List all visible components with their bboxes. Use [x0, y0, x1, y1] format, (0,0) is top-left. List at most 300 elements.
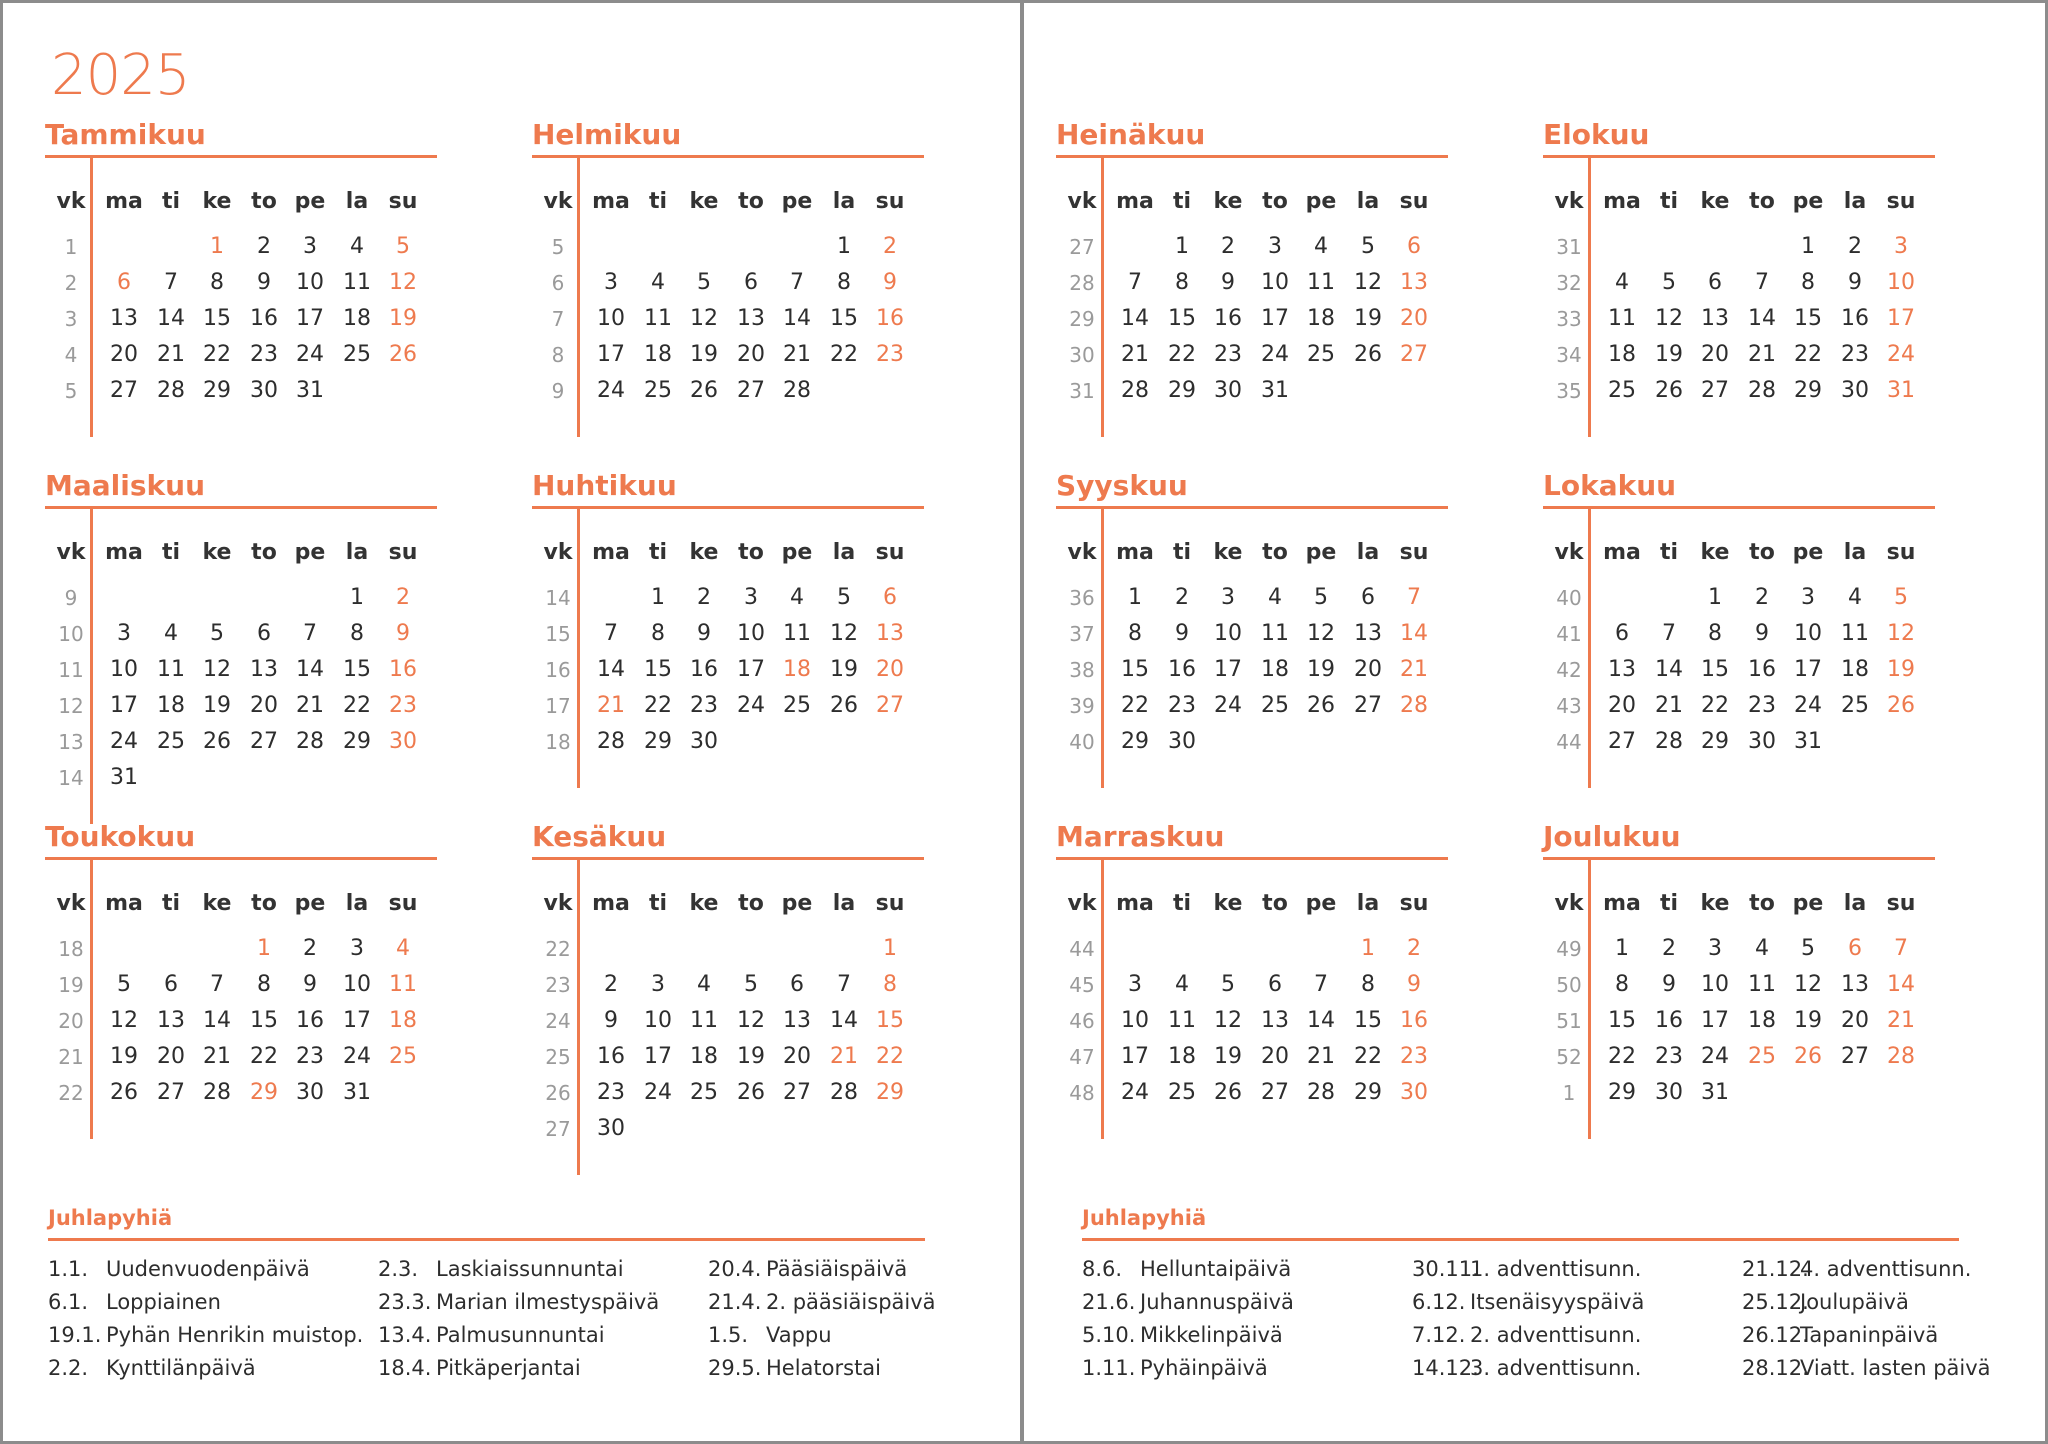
weekday-header: ke: [1213, 891, 1243, 916]
day-cell: 16: [1214, 306, 1242, 331]
day-cell-holiday: 19: [1887, 657, 1915, 682]
day-cell: 22: [1608, 1044, 1636, 1069]
day-cell: 24: [296, 342, 324, 367]
day-cell: 5: [697, 270, 711, 295]
weekday-header: to: [1262, 189, 1288, 214]
week-number: 2: [64, 271, 78, 295]
week-number: 28: [1069, 271, 1095, 295]
day-cell: 22: [1354, 1044, 1382, 1069]
month-name: Helmikuu: [532, 118, 682, 151]
holiday-date: 18.4.: [378, 1356, 432, 1380]
day-cell: 7: [210, 972, 224, 997]
month-name: Tammikuu: [45, 118, 206, 151]
day-cell: 26: [1307, 693, 1335, 718]
weekday-header: vk: [56, 189, 86, 214]
weekday-header: ke: [689, 189, 719, 214]
holiday-name: Pyhän Henrikin muistop.: [106, 1323, 364, 1347]
week-number: 12: [58, 694, 84, 718]
day-cell: 5: [1221, 972, 1235, 997]
month-underline: [1543, 506, 1935, 509]
day-cell: 21: [1121, 342, 1149, 367]
day-cell: 2: [1221, 234, 1235, 259]
day-cell: 17: [1214, 657, 1242, 682]
day-cell: 8: [210, 270, 224, 295]
day-cell: 23: [1214, 342, 1242, 367]
day-cell: 8: [1708, 621, 1722, 646]
day-cell: 13: [1354, 621, 1382, 646]
day-cell: 21: [296, 693, 324, 718]
day-cell: 13: [157, 1008, 185, 1033]
week-number: 37: [1069, 622, 1095, 646]
day-cell: 18: [1168, 1044, 1196, 1069]
day-cell: 12: [1307, 621, 1335, 646]
day-cell: 30: [1168, 729, 1196, 754]
weekday-header: la: [1843, 540, 1867, 565]
day-cell: 9: [697, 621, 711, 646]
day-cell-holiday: 1: [883, 936, 897, 961]
week-number: 39: [1069, 694, 1095, 718]
holiday-name: Pitkäperjantai: [436, 1356, 581, 1380]
week-number: 14: [58, 766, 84, 790]
day-cell: 20: [250, 693, 278, 718]
day-cell-holiday: 1: [1361, 936, 1375, 961]
holiday-name: Viatt. lasten päivä: [1800, 1356, 1991, 1380]
holiday-date: 26.12.: [1742, 1323, 1809, 1347]
holiday-name: Helluntaipäivä: [1140, 1257, 1292, 1281]
day-cell: 13: [110, 306, 138, 331]
month-name: Maaliskuu: [45, 469, 206, 502]
day-cell-holiday: 1: [210, 234, 224, 259]
holiday-name: 4. adventtisunn.: [1800, 1257, 1972, 1281]
day-cell: 26: [1214, 1080, 1242, 1105]
day-cell-holiday: 11: [389, 972, 417, 997]
day-cell-holiday: 10: [1887, 270, 1915, 295]
day-cell: 19: [1307, 657, 1335, 682]
day-cell: 11: [690, 1008, 718, 1033]
day-cell-holiday: 14: [1887, 972, 1915, 997]
day-cell: 28: [296, 729, 324, 754]
holiday-date: 21.4.: [708, 1290, 762, 1314]
day-cell: 25: [1261, 693, 1289, 718]
weekday-header: pe: [1792, 189, 1824, 214]
day-cell-holiday: 29: [876, 1080, 904, 1105]
day-cell: 21: [1655, 693, 1683, 718]
weekday-header: pe: [781, 891, 813, 916]
weekday-header: ti: [1659, 540, 1679, 565]
day-cell: 30: [1655, 1080, 1683, 1105]
holiday-name: Laskiaissunnuntai: [436, 1257, 624, 1281]
day-cell: 17: [737, 657, 765, 682]
day-cell: 8: [837, 270, 851, 295]
day-cell: 20: [1701, 342, 1729, 367]
weekday-header: to: [251, 189, 277, 214]
day-cell: 14: [296, 657, 324, 682]
week-number: 14: [545, 586, 571, 610]
day-cell: 8: [1801, 270, 1815, 295]
week-number: 5: [551, 235, 565, 259]
weekday-header: pe: [781, 540, 813, 565]
day-cell: 5: [744, 972, 758, 997]
day-cell: 25: [783, 693, 811, 718]
month-underline: [45, 857, 437, 860]
day-cell: 25: [1307, 342, 1335, 367]
day-cell: 11: [783, 621, 811, 646]
day-cell: 2: [1755, 585, 1769, 610]
weekday-header: su: [1886, 189, 1916, 214]
day-cell: 25: [1168, 1080, 1196, 1105]
weekday-header: ke: [1700, 891, 1730, 916]
day-cell: 8: [1615, 972, 1629, 997]
weekday-header: ma: [592, 540, 630, 565]
day-cell-holiday: 20: [876, 657, 904, 682]
day-cell-holiday: 18: [783, 657, 811, 682]
weekday-header: to: [738, 189, 764, 214]
day-cell: 11: [343, 270, 371, 295]
day-cell: 17: [1701, 1008, 1729, 1033]
day-cell: 11: [1307, 270, 1335, 295]
day-cell: 25: [157, 729, 185, 754]
weekday-header: su: [1399, 891, 1429, 916]
week-number: 31: [1556, 235, 1582, 259]
week-number: 27: [545, 1117, 571, 1141]
holiday-date: 1.1.: [48, 1257, 89, 1281]
day-cell: 16: [1841, 306, 1869, 331]
day-cell-holiday: 2: [396, 585, 410, 610]
day-cell: 13: [1608, 657, 1636, 682]
weekday-header: ke: [1213, 189, 1243, 214]
day-cell: 12: [690, 306, 718, 331]
day-cell: 17: [644, 1044, 672, 1069]
day-cell-holiday: 23: [389, 693, 417, 718]
weekday-header: vk: [543, 189, 573, 214]
day-cell: 29: [1608, 1080, 1636, 1105]
day-cell-holiday: 28: [1400, 693, 1428, 718]
day-cell: 23: [597, 1080, 625, 1105]
day-cell: 10: [644, 1008, 672, 1033]
day-cell: 6: [1615, 621, 1629, 646]
month-name: Elokuu: [1543, 118, 1650, 151]
weekday-header: pe: [294, 540, 326, 565]
day-cell-holiday: 26: [1794, 1044, 1822, 1069]
day-cell: 19: [830, 657, 858, 682]
holiday-name: Marian ilmestyspäivä: [436, 1290, 660, 1314]
week-number: 9: [551, 379, 565, 403]
holiday-date: 14.12.: [1412, 1356, 1479, 1380]
week-number: 52: [1556, 1045, 1582, 1069]
day-cell: 22: [203, 342, 231, 367]
day-cell-holiday: 2: [883, 234, 897, 259]
day-cell: 16: [690, 657, 718, 682]
day-cell: 24: [343, 1044, 371, 1069]
weekday-header: ma: [592, 189, 630, 214]
week-number: 20: [58, 1009, 84, 1033]
holiday-date: 28.12.: [1742, 1356, 1809, 1380]
day-cell: 22: [1794, 342, 1822, 367]
week-number: 8: [551, 343, 565, 367]
weekday-header: ke: [689, 891, 719, 916]
day-cell: 3: [744, 585, 758, 610]
weekday-header: su: [875, 891, 905, 916]
day-cell: 5: [117, 972, 131, 997]
day-cell-holiday: 17: [1887, 306, 1915, 331]
day-cell: 21: [157, 342, 185, 367]
day-cell: 14: [157, 306, 185, 331]
day-cell: 13: [1701, 306, 1729, 331]
day-cell-holiday: 9: [1407, 972, 1421, 997]
day-cell: 12: [1794, 972, 1822, 997]
day-cell: 26: [110, 1080, 138, 1105]
day-cell: 4: [1314, 234, 1328, 259]
day-cell: 10: [110, 657, 138, 682]
weekday-header: to: [738, 540, 764, 565]
holiday-date: 20.4.: [708, 1257, 762, 1281]
day-cell-holiday: 6: [1848, 936, 1862, 961]
day-cell: 26: [830, 693, 858, 718]
day-cell-holiday: 9: [883, 270, 897, 295]
day-cell: 31: [1261, 378, 1289, 403]
day-cell: 29: [644, 729, 672, 754]
holidays-underline: [1082, 1238, 1959, 1241]
weekday-header: su: [875, 540, 905, 565]
day-cell: 30: [296, 1080, 324, 1105]
week-number: 1: [1562, 1081, 1576, 1105]
day-cell: 26: [203, 729, 231, 754]
day-cell: 7: [837, 972, 851, 997]
week-number: 51: [1556, 1009, 1582, 1033]
week-number: 49: [1556, 937, 1582, 961]
day-cell: 22: [1121, 693, 1149, 718]
week-number: 36: [1069, 586, 1095, 610]
day-cell: 1: [1128, 585, 1142, 610]
week-number: 35: [1556, 379, 1582, 403]
day-cell: 18: [1608, 342, 1636, 367]
weekday-header: la: [1843, 891, 1867, 916]
day-cell: 1: [837, 234, 851, 259]
day-cell-holiday: 5: [1894, 585, 1908, 610]
weekday-header: ti: [1659, 189, 1679, 214]
week-number: 9: [64, 586, 78, 610]
day-cell: 20: [1841, 1008, 1869, 1033]
day-cell: 24: [1214, 693, 1242, 718]
day-cell: 15: [343, 657, 371, 682]
day-cell: 2: [257, 234, 271, 259]
day-cell-holiday: 23: [1400, 1044, 1428, 1069]
day-cell: 6: [257, 621, 271, 646]
day-cell: 10: [1701, 972, 1729, 997]
week-number: 3: [64, 307, 78, 331]
holidays-underline: [48, 1238, 925, 1241]
week-number: 18: [58, 937, 84, 961]
day-cell: 20: [1608, 693, 1636, 718]
weekday-header: ke: [1700, 540, 1730, 565]
weekday-header: ke: [202, 891, 232, 916]
day-cell: 24: [1121, 1080, 1149, 1105]
weekday-header: ti: [161, 540, 181, 565]
day-cell: 27: [1261, 1080, 1289, 1105]
day-cell: 20: [1261, 1044, 1289, 1069]
month-underline: [532, 155, 924, 158]
day-cell-holiday: 19: [389, 306, 417, 331]
weekday-header: pe: [1305, 540, 1337, 565]
day-cell: 2: [303, 936, 317, 961]
day-cell: 8: [1128, 621, 1142, 646]
holiday-name: Uudenvuodenpäivä: [106, 1257, 310, 1281]
holidays-title: Juhlapyhiä: [1082, 1206, 1207, 1230]
day-cell: 5: [1662, 270, 1676, 295]
weekday-header: ti: [161, 891, 181, 916]
day-cell: 2: [1848, 234, 1862, 259]
weekday-header: ke: [689, 540, 719, 565]
day-cell: 24: [737, 693, 765, 718]
day-cell-holiday: 18: [389, 1008, 417, 1033]
day-cell: 1: [1801, 234, 1815, 259]
weekday-header: su: [388, 891, 418, 916]
holiday-date: 19.1.: [48, 1323, 102, 1347]
day-cell: 17: [1794, 657, 1822, 682]
day-cell: 17: [1261, 306, 1289, 331]
day-cell: 3: [1708, 936, 1722, 961]
week-number: 19: [58, 973, 84, 997]
day-cell-holiday: 16: [876, 306, 904, 331]
holiday-name: Tapaninpäivä: [1800, 1323, 1939, 1347]
day-cell: 18: [343, 306, 371, 331]
weekday-header: la: [832, 189, 856, 214]
day-cell: 1: [1615, 936, 1629, 961]
day-cell: 15: [1168, 306, 1196, 331]
holiday-date: 6.12.: [1412, 1290, 1466, 1314]
month-name: Marraskuu: [1056, 820, 1225, 853]
day-cell: 22: [343, 693, 371, 718]
day-cell: 15: [1794, 306, 1822, 331]
day-cell: 18: [1307, 306, 1335, 331]
week-number: 24: [545, 1009, 571, 1033]
day-cell: 2: [1662, 936, 1676, 961]
day-cell: 7: [303, 621, 317, 646]
day-cell: 23: [1168, 693, 1196, 718]
day-cell: 11: [1608, 306, 1636, 331]
day-cell: 23: [690, 693, 718, 718]
day-cell: 28: [203, 1080, 231, 1105]
holiday-name: Palmusunnuntai: [436, 1323, 605, 1347]
day-cell-holiday: 8: [883, 972, 897, 997]
weekday-header: ti: [1172, 540, 1192, 565]
day-cell: 6: [164, 972, 178, 997]
left-page: [0, 0, 1022, 1444]
day-cell: 26: [1354, 342, 1382, 367]
weekday-header: ma: [105, 189, 143, 214]
day-cell: 15: [1354, 1008, 1382, 1033]
day-cell-holiday: 30: [389, 729, 417, 754]
day-cell: 19: [690, 342, 718, 367]
day-cell-holiday: 6: [883, 585, 897, 610]
day-cell: 19: [737, 1044, 765, 1069]
weekday-header: la: [1356, 189, 1380, 214]
weekday-header: su: [388, 540, 418, 565]
weekday-header: su: [1886, 540, 1916, 565]
month-underline: [532, 857, 924, 860]
holiday-name: Helatorstai: [766, 1356, 882, 1380]
day-cell: 30: [690, 729, 718, 754]
day-cell: 5: [837, 585, 851, 610]
day-cell: 4: [1615, 270, 1629, 295]
month-underline: [1056, 857, 1448, 860]
day-cell: 31: [1701, 1080, 1729, 1105]
weekday-header: to: [1749, 891, 1775, 916]
weekday-header: ma: [1116, 540, 1154, 565]
day-cell: 10: [597, 306, 625, 331]
weekday-header: ma: [105, 540, 143, 565]
weekday-header: la: [1843, 189, 1867, 214]
week-number: 29: [1069, 307, 1095, 331]
day-cell-holiday: 23: [876, 342, 904, 367]
day-cell: 4: [1268, 585, 1282, 610]
day-cell: 18: [157, 693, 185, 718]
day-cell: 11: [1168, 1008, 1196, 1033]
day-cell: 8: [350, 621, 364, 646]
week-number: 18: [545, 730, 571, 754]
day-cell: 26: [1655, 378, 1683, 403]
day-cell: 17: [110, 693, 138, 718]
month-underline: [1056, 155, 1448, 158]
day-cell: 20: [110, 342, 138, 367]
day-cell: 14: [1307, 1008, 1335, 1033]
weekday-header: la: [1356, 540, 1380, 565]
week-number: 1: [64, 235, 78, 259]
week-number: 22: [545, 937, 571, 961]
weekday-header: to: [251, 540, 277, 565]
day-cell: 27: [250, 729, 278, 754]
week-number: 26: [545, 1081, 571, 1105]
day-cell: 30: [597, 1116, 625, 1141]
day-cell: 24: [110, 729, 138, 754]
day-cell: 14: [597, 657, 625, 682]
day-cell: 9: [604, 1008, 618, 1033]
day-cell: 24: [1261, 342, 1289, 367]
day-cell: 4: [1175, 972, 1189, 997]
month-underline: [45, 155, 437, 158]
weekday-header: pe: [1792, 540, 1824, 565]
day-cell: 19: [1214, 1044, 1242, 1069]
day-cell: 12: [110, 1008, 138, 1033]
day-cell: 16: [1655, 1008, 1683, 1033]
holiday-date: 30.11.: [1412, 1257, 1479, 1281]
day-cell: 24: [1701, 1044, 1729, 1069]
week-number: 45: [1069, 973, 1095, 997]
day-cell-holiday: 21: [1887, 1008, 1915, 1033]
day-cell-holiday: 16: [389, 657, 417, 682]
day-cell: 5: [210, 621, 224, 646]
day-cell: 30: [1214, 378, 1242, 403]
day-cell: 15: [250, 1008, 278, 1033]
holiday-name: Pyhäinpäivä: [1140, 1356, 1268, 1380]
day-cell: 18: [1841, 657, 1869, 682]
day-cell: 22: [1701, 693, 1729, 718]
weekday-header: la: [832, 891, 856, 916]
weekday-header: vk: [1554, 189, 1584, 214]
day-cell-holiday: 5: [396, 234, 410, 259]
day-cell: 11: [1748, 972, 1776, 997]
day-cell: 27: [1354, 693, 1382, 718]
holiday-date: 21.12.: [1742, 1257, 1809, 1281]
day-cell: 23: [1655, 1044, 1683, 1069]
day-cell: 7: [1128, 270, 1142, 295]
day-cell: 14: [830, 1008, 858, 1033]
day-cell: 21: [783, 342, 811, 367]
day-cell: 25: [1608, 378, 1636, 403]
day-cell-holiday: 25: [1748, 1044, 1776, 1069]
holiday-date: 1.5.: [708, 1323, 749, 1347]
weekday-header: vk: [1067, 540, 1097, 565]
